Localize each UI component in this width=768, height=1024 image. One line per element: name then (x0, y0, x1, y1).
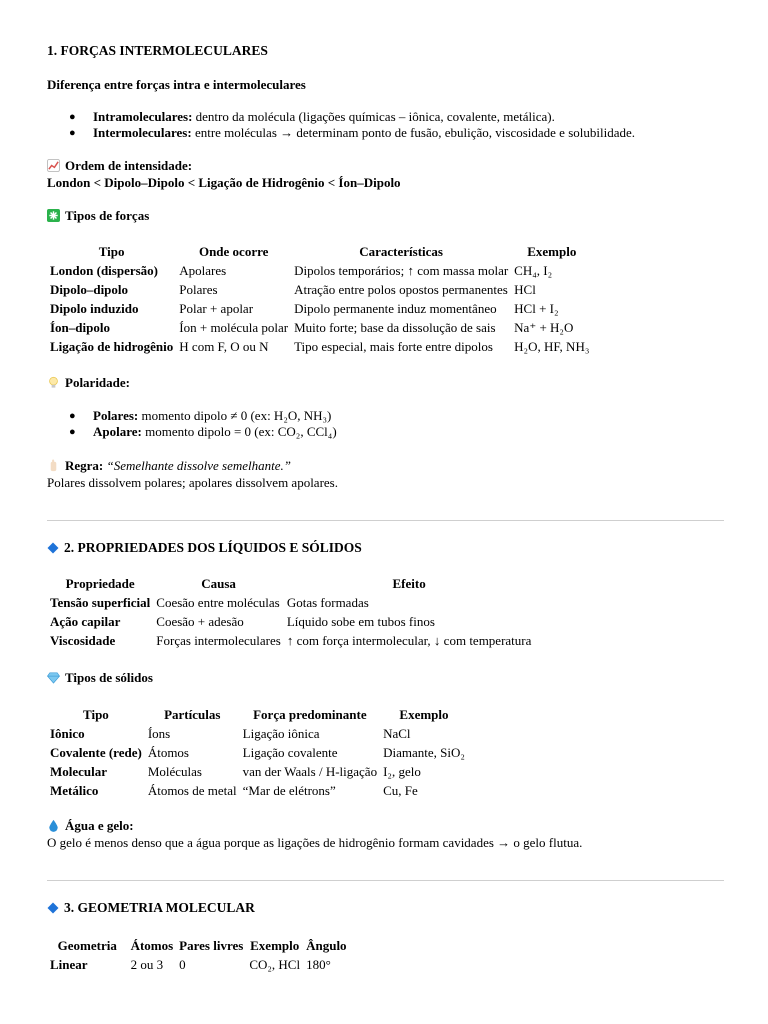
col-header: Ângulo (306, 937, 347, 953)
cell: Iônico (50, 725, 85, 741)
rule-line (47, 458, 291, 474)
table-row (47, 299, 592, 318)
table-row (47, 593, 534, 612)
hand-icon (47, 459, 60, 472)
table-row (47, 261, 592, 280)
cell: H com F, O ou N (179, 338, 269, 354)
cell: HCl (514, 281, 536, 297)
cell: I₂, gelo (383, 763, 421, 779)
rule-label: Regra: (65, 458, 104, 473)
col-header: Exemplo (399, 706, 449, 722)
col-header: Pares livres (179, 937, 244, 953)
list-item (47, 125, 635, 141)
bullet-term: Intramoleculares: (93, 109, 193, 124)
table-row (47, 337, 592, 356)
list-item (47, 424, 337, 440)
types-heading (47, 208, 149, 224)
intra-inter-list (47, 109, 635, 141)
cell: Covalente (rede) (50, 744, 142, 760)
cell: Polares (179, 281, 218, 297)
water-title: Água e gelo: (65, 818, 134, 833)
cell: HCl + I₂ (514, 300, 559, 316)
water-heading (47, 818, 134, 834)
cell: “Mar de elétrons” (242, 782, 336, 798)
rule-quote: “Semelhante dissolve semelhante.” (106, 458, 292, 473)
cell: ↑ com força intermolecular, ↓ com temperatura (286, 632, 532, 648)
cell: Atração entre polos opostos permanentes (294, 281, 508, 297)
chart-increasing-icon (47, 159, 60, 172)
section-1-title: 1. FORÇAS INTERMOLECULARES (47, 43, 268, 58)
cell: Íon–dipolo (50, 319, 110, 335)
cell: Cu, Fe (383, 782, 418, 798)
cell: Tensão superficial (50, 594, 151, 610)
table-row (47, 781, 468, 800)
cell: Metálico (50, 782, 99, 798)
cell: Polar + apolar (179, 300, 254, 316)
col-header: Átomos (130, 937, 174, 953)
cell: Molecular (50, 763, 108, 779)
bullet-icon: ● (69, 410, 76, 422)
cell: Átomos de metal (147, 782, 237, 798)
table-row (47, 955, 350, 974)
col-header: Onde ocorre (198, 243, 269, 259)
cell: Apolares (179, 262, 227, 278)
solids-heading (47, 670, 153, 686)
cell: 0 (179, 956, 186, 972)
cell: Íons (147, 725, 171, 741)
polarity-title: Polaridade: (65, 375, 130, 390)
bullet-text: entre moléculas → determinam ponto de fusão, ebulição, viscosidade e solubilidade. (191, 125, 636, 140)
cell: Íon + molécula polar (179, 319, 289, 335)
col-header: Tipo (98, 243, 125, 259)
cell: Dipolo induzido (50, 300, 139, 316)
geometry-table (47, 936, 350, 974)
cell: 2 ou 3 (130, 956, 164, 972)
cell: Dipolo–dipolo (50, 281, 129, 297)
diff-title: Diferença entre forças intra e intermoleculares (47, 77, 306, 92)
cell: Tipo especial, mais forte entre dipolos (294, 338, 493, 354)
bullet-term: Intermoleculares: (93, 125, 192, 140)
col-header: Causa (201, 575, 236, 591)
bullet-icon: ● (69, 127, 76, 139)
bullet-text: momento dipolo = 0 (ex: CO₂, CCl₄) (141, 424, 337, 439)
section-2-title: 2. PROPRIEDADES DOS LÍQUIDOS E SÓLIDOS (64, 540, 362, 555)
order-text: London < Dipolo–Dipolo < Ligação de Hidrogênio < Íon–Dipolo (47, 175, 401, 190)
bullet-icon: ● (69, 426, 76, 438)
liquids-properties-table (47, 574, 534, 650)
blue-diamond-icon (47, 902, 59, 914)
cell: Viscosidade (50, 632, 116, 648)
cell: London (dispersão) (50, 262, 158, 278)
cell: Ação capilar (50, 613, 121, 629)
cell: Linear (50, 956, 88, 972)
cell: Gotas formadas (286, 594, 369, 610)
cell: Dipolos temporários; ↑ com massa molar (294, 262, 509, 278)
order-heading (47, 158, 192, 174)
light-bulb-icon (47, 376, 60, 389)
droplet-icon (47, 819, 60, 832)
section-divider (47, 880, 724, 881)
col-header: Geometria (57, 937, 117, 953)
rule-text: Polares dissolvem polares; apolares dissolvem apolares. (47, 475, 338, 490)
table-row (47, 724, 468, 743)
cell: NaCl (383, 725, 411, 741)
gem-icon (47, 671, 60, 684)
cell: Ligação de hidrogênio (50, 338, 174, 354)
polarity-heading (47, 375, 130, 391)
bullet-term: Polares: (93, 408, 139, 423)
cell: CH₄, I₂ (514, 262, 553, 278)
polarity-list (47, 408, 337, 440)
list-item (47, 109, 635, 125)
cell: H₂O, HF, NH₃ (514, 338, 590, 354)
cell: Forças intermoleculares (156, 632, 281, 648)
col-header: Partículas (164, 706, 221, 722)
bullet-term: Apolare: (93, 424, 142, 439)
cell: van der Waals / H-ligação (242, 763, 378, 779)
col-header: Efeito (392, 575, 426, 591)
water-text: O gelo é menos denso que a água porque as ligações de hidrogênio formam cavidades → o gelo flutua. (47, 835, 583, 850)
section-2-heading (47, 540, 362, 556)
cell: Ligação iônica (242, 725, 320, 741)
col-header: Características (359, 243, 443, 259)
cell: Diamante, SiO₂ (383, 744, 465, 760)
col-header: Propriedade (65, 575, 135, 591)
col-header: Exemplo (250, 937, 300, 953)
table-row (47, 631, 534, 650)
section-divider (47, 520, 724, 521)
solids-table (47, 705, 468, 800)
bullet-text: dentro da molécula (ligações químicas – iônica, covalente, metálica). (192, 109, 555, 124)
col-header: Força predominante (253, 706, 367, 722)
list-item (47, 408, 337, 424)
bullet-icon: ● (69, 111, 76, 123)
table-row (47, 318, 592, 337)
cell: Átomos (147, 744, 189, 760)
section-3-title: 3. GEOMETRIA MOLECULAR (64, 900, 255, 915)
cell: Dipolo permanente induz momentâneo (294, 300, 497, 316)
cell: 180° (306, 956, 331, 972)
col-header: Tipo (83, 706, 109, 722)
bullet-text: momento dipolo ≠ 0 (ex: H₂O, NH₃) (138, 408, 332, 423)
table-row (47, 612, 534, 631)
table-row (47, 743, 468, 762)
forces-table (47, 242, 592, 356)
cell: Coesão + adesão (156, 613, 244, 629)
sparkle-icon (47, 209, 60, 222)
cell: CO₂, HCl (249, 956, 301, 972)
cell: Líquido sobe em tubos finos (286, 613, 435, 629)
col-header: Exemplo (527, 243, 577, 259)
table-row (47, 762, 468, 781)
cell: Coesão entre moléculas (156, 594, 280, 610)
cell: Muito forte; base da dissolução de sais (294, 319, 496, 335)
table-row (47, 280, 592, 299)
solids-title: Tipos de sólidos (65, 670, 153, 685)
cell: Na⁺ + H₂O (514, 319, 574, 335)
cell: Ligação covalente (242, 744, 338, 760)
section-3-heading (47, 900, 255, 916)
cell: Moléculas (147, 763, 202, 779)
blue-diamond-icon (47, 542, 59, 554)
types-title: Tipos de forças (65, 208, 150, 223)
order-title: Ordem de intensidade: (65, 158, 193, 173)
